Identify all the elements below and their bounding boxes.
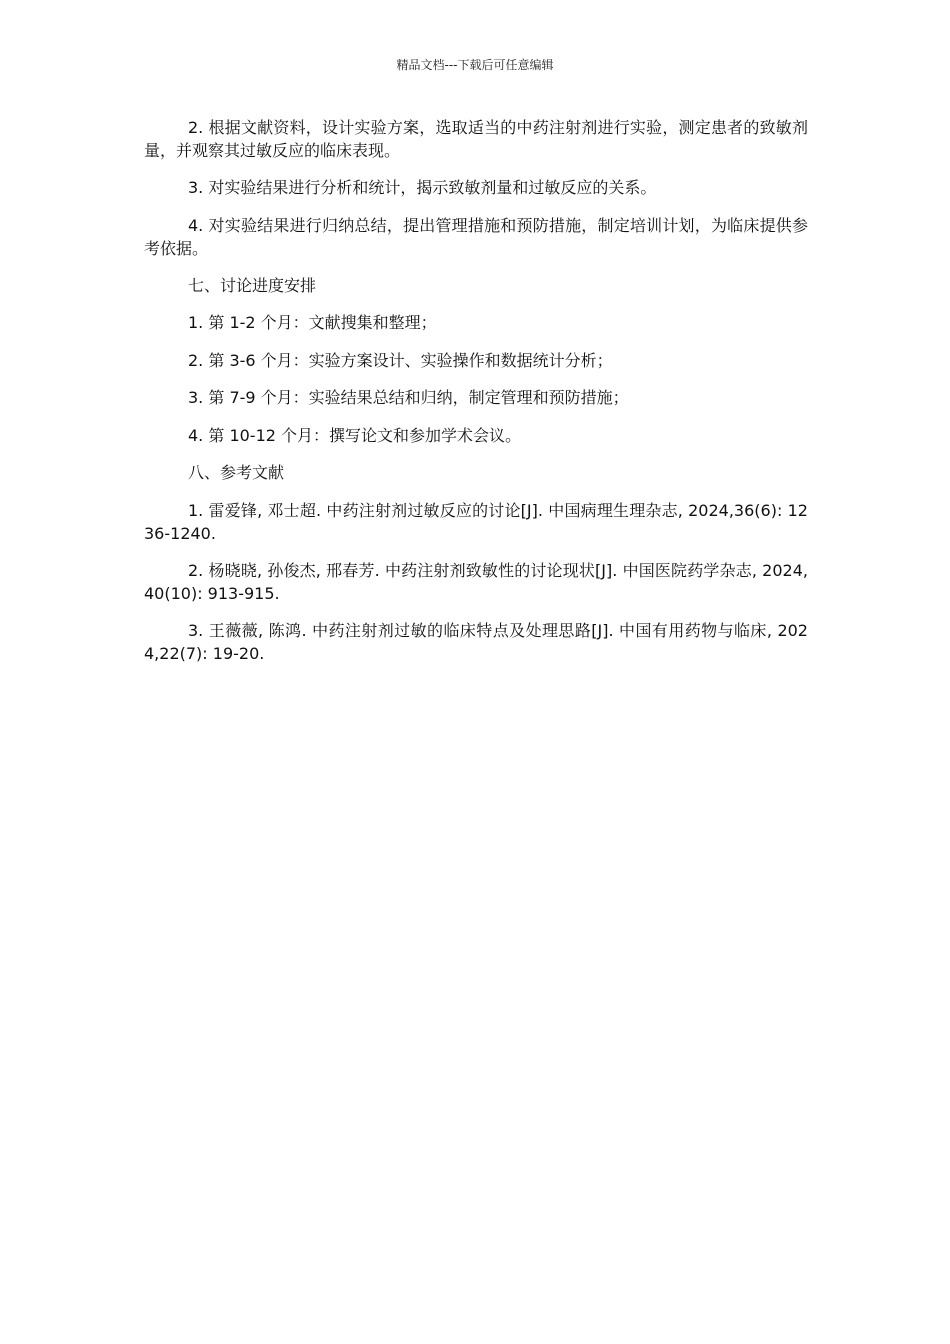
reference-item-1: 1. 雷爱锋, 邓士超. 中药注射剂过敏反应的讨论[J]. 中国病理生理杂志, 2024,36(6): 1236-1240. [144, 500, 808, 543]
method-step-2: 2. 根据文献资料，设计实验方案，选取适当的中药注射剂进行实验，测定患者的致敏剂量，并观察其过敏反应的临床表现。 [144, 118, 808, 160]
schedule-item-1: 1. 第 1-2 个月：文献搜集和整理； [188, 313, 437, 332]
schedule-item-3: 3. 第 7-9 个月：实验结果总结和归纳，制定管理和预防措施； [188, 388, 629, 407]
method-step-4: 4. 对实验结果进行归纳总结，提出管理措施和预防措施，制定培训计划，为临床提供参考依据。 [144, 215, 808, 258]
reference-item-3: 3. 王薇薇, 陈鸿. 中药注射剂过敏的临床特点及处理思路[J]. 中国有用药物与临床, 2024,22(7): 19-20. [144, 620, 808, 663]
section-heading-schedule: 七、讨论进度安排 [188, 275, 317, 295]
page-header: 精品文档---下载后可任意编辑 [396, 58, 554, 72]
document-body [144, 116, 808, 679]
schedule-item-4: 4. 第 10-12 个月：撰写论文和参加学术会议。 [188, 425, 522, 445]
section-heading-references: 八、参考文献 [188, 463, 285, 482]
method-step-3: 3. 对实验结果进行分析和统计，揭示致敏剂量和过敏反应的关系。 [188, 178, 657, 197]
reference-item-2: 2. 杨晓晓, 孙俊杰, 邢春芳. 中药注射剂致敏性的讨论现状[J]. 中国医院药学杂志, 2024,40(10): 913-915. [144, 560, 808, 603]
schedule-item-2: 2. 第 3-6 个月：实验方案设计、实验操作和数据统计分析； [188, 350, 613, 370]
